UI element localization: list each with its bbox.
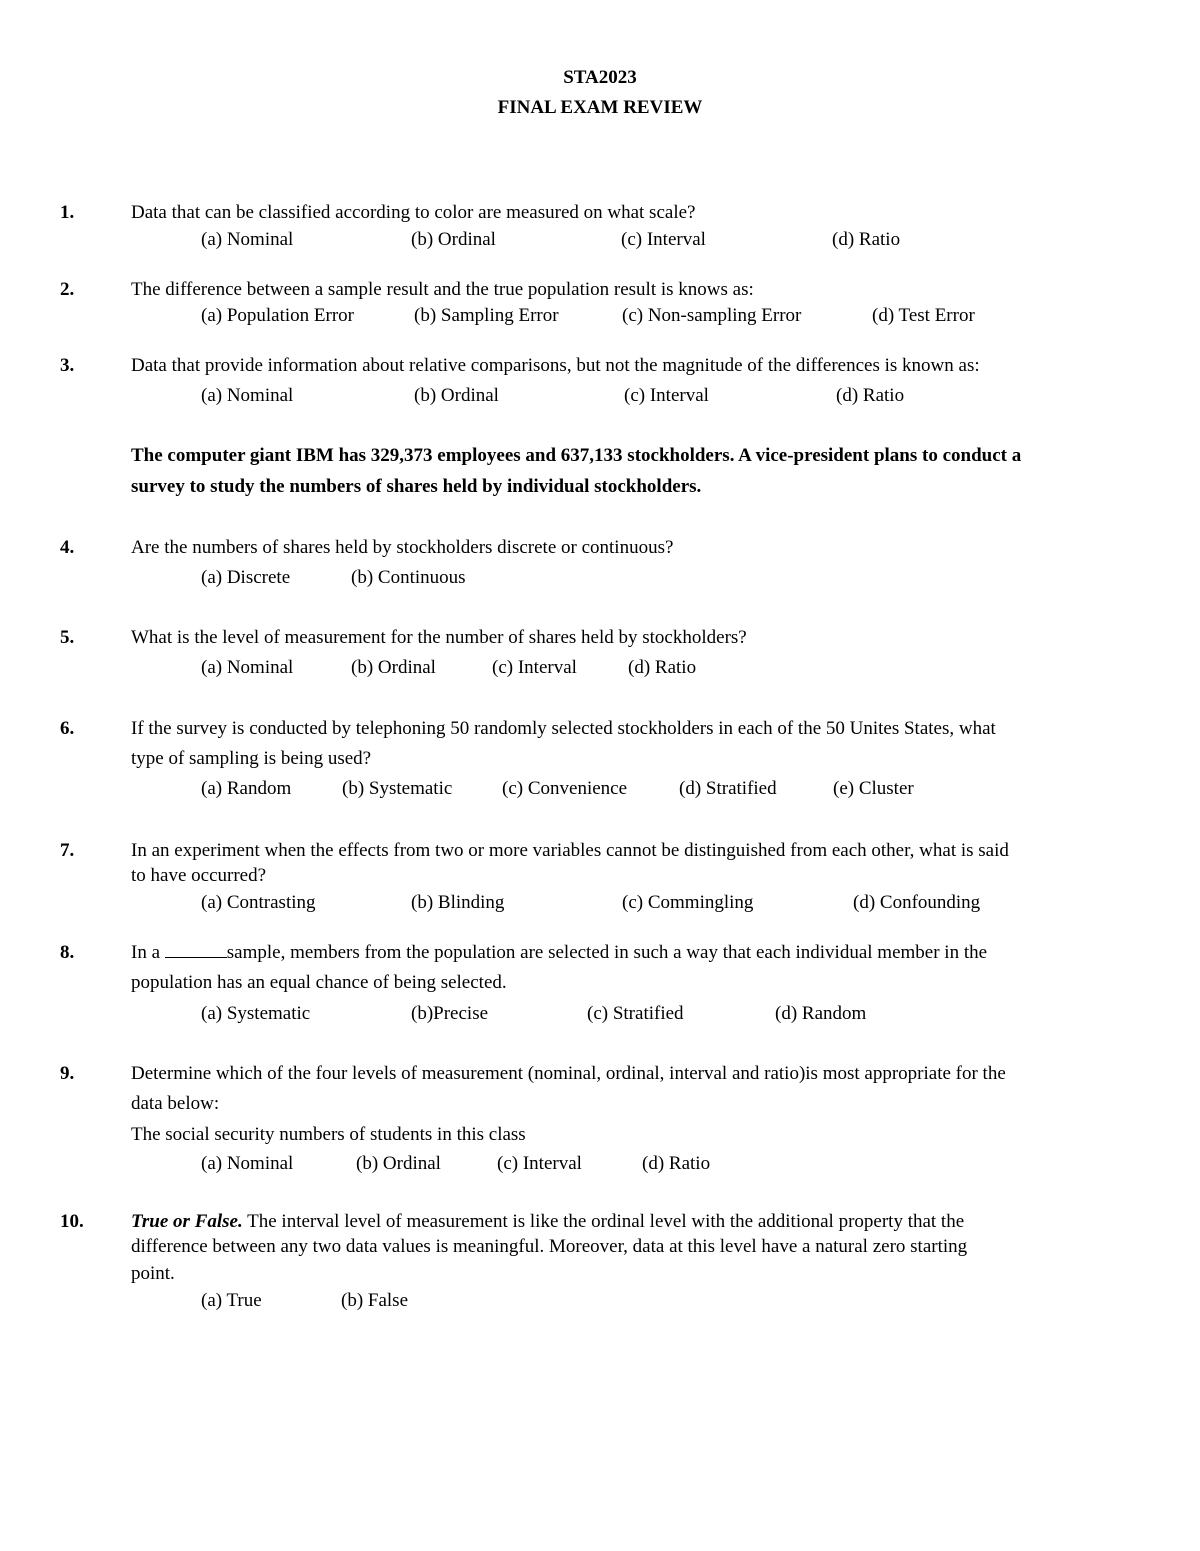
answer-option: (a) Nominal xyxy=(201,385,294,406)
answer-option: (a) Random xyxy=(201,778,292,799)
fill-in-blank xyxy=(165,943,227,958)
question-number: 8. xyxy=(60,942,75,963)
question-text: Are the numbers of shares held by stockholders discrete or continuous? xyxy=(131,537,674,558)
answer-option: (b) Ordinal xyxy=(356,1153,441,1174)
answer-option: (b) Sampling Error xyxy=(414,305,559,326)
question-text-end: The interval level of measurement is like the ordinal level with the additional property that the xyxy=(242,1211,965,1232)
answer-option: (b) Ordinal xyxy=(414,385,499,406)
answer-option: (b) Ordinal xyxy=(411,229,496,250)
question-number: 2. xyxy=(60,279,75,300)
answer-option: (c) Non-sampling Error xyxy=(622,305,802,326)
answer-option: (e) Cluster xyxy=(833,778,914,799)
true-false-label: True or False. xyxy=(131,1211,243,1232)
answer-option: (d) Ratio xyxy=(836,385,905,406)
answer-option: (c) Commingling xyxy=(622,892,754,913)
answer-option: (d) Ratio xyxy=(832,229,901,250)
answer-option: (d) Ratio xyxy=(628,657,697,678)
question-text: The social security numbers of students in this class xyxy=(131,1124,526,1145)
answer-option: (d) Test Error xyxy=(872,305,975,326)
answer-option: (b) Blinding xyxy=(411,892,505,913)
answer-option: (a) Nominal xyxy=(201,229,294,250)
question-text xyxy=(131,941,987,965)
question-text: If the survey is conducted by telephoning 50 randomly selected stockholders in each of the 50 Unites States, what xyxy=(131,718,996,739)
question-number: 6. xyxy=(60,718,75,739)
answer-option: (b) Continuous xyxy=(351,567,466,588)
answer-option: (b) False xyxy=(341,1290,409,1311)
answer-option: (c) Interval xyxy=(497,1153,582,1174)
question-text: type of sampling is being used? xyxy=(131,748,372,769)
page-title: FINAL EXAM REVIEW xyxy=(497,97,703,118)
answer-option: (d) Ratio xyxy=(642,1153,711,1174)
question-number: 9. xyxy=(60,1063,75,1084)
question-number: 7. xyxy=(60,840,75,861)
answer-option: (a) Discrete xyxy=(201,567,291,588)
answer-option: (c) Stratified xyxy=(587,1003,684,1024)
answer-option: (a) Contrasting xyxy=(201,892,316,913)
question-number: 1. xyxy=(60,202,75,223)
answer-option: (d) Confounding xyxy=(853,892,981,913)
answer-option: (a) Systematic xyxy=(201,1003,311,1024)
answer-option: (a) Population Error xyxy=(201,305,355,326)
answer-option: (a) True xyxy=(201,1290,262,1311)
question-text: population has an equal chance of being selected. xyxy=(131,972,507,993)
answer-option: (b) Ordinal xyxy=(351,657,436,678)
question-number: 5. xyxy=(60,627,75,648)
answer-option: (d) Random xyxy=(775,1003,867,1024)
question-text: What is the level of measurement for the number of shares held by stockholders? xyxy=(131,627,747,648)
question-text: difference between any two data values is meaningful. Moreover, data at this level have a natural zero starting xyxy=(131,1236,968,1257)
answer-option: (c) Interval xyxy=(621,229,706,250)
scenario-text: survey to study the numbers of shares held by individual stockholders. xyxy=(131,476,702,497)
answer-option: (c) Convenience xyxy=(502,778,628,799)
question-text: point. xyxy=(131,1263,175,1284)
answer-option: (d) Stratified xyxy=(679,778,777,799)
answer-option: (c) Interval xyxy=(624,385,709,406)
question-text: to have occurred? xyxy=(131,865,267,886)
scenario-text: The computer giant IBM has 329,373 employees and 637,133 stockholders. A vice-president plans to conduct a xyxy=(131,445,1022,466)
question-text: In an experiment when the effects from two or more variables cannot be distinguished from each other, what is said xyxy=(131,840,1009,861)
answer-option: (b)Precise xyxy=(411,1003,489,1024)
question-text: data below: xyxy=(131,1093,220,1114)
question-text: The difference between a sample result and the true population result is knows as: xyxy=(131,279,754,300)
course-code: STA2023 xyxy=(563,67,637,88)
question-text: Data that can be classified according to color are measured on what scale? xyxy=(131,202,696,223)
question-text: Data that provide information about relative comparisons, but not the magnitude of the differences is known as: xyxy=(131,355,980,376)
answer-option: (a) Nominal xyxy=(201,657,294,678)
answer-option: (b) Systematic xyxy=(342,778,453,799)
question-text-start: In a xyxy=(131,942,165,963)
answer-option: (c) Interval xyxy=(492,657,577,678)
question-number: 4. xyxy=(60,537,75,558)
question-text-end: sample, members from the population are selected in such a way that each individual member in the xyxy=(226,942,988,963)
question-number: 10. xyxy=(60,1211,84,1232)
question-text: Determine which of the four levels of measurement (nominal, ordinal, interval and ratio)is most appropriate for the xyxy=(131,1063,1006,1084)
question-text xyxy=(131,1210,964,1234)
answer-option: (a) Nominal xyxy=(201,1153,294,1174)
question-number: 3. xyxy=(60,355,75,376)
